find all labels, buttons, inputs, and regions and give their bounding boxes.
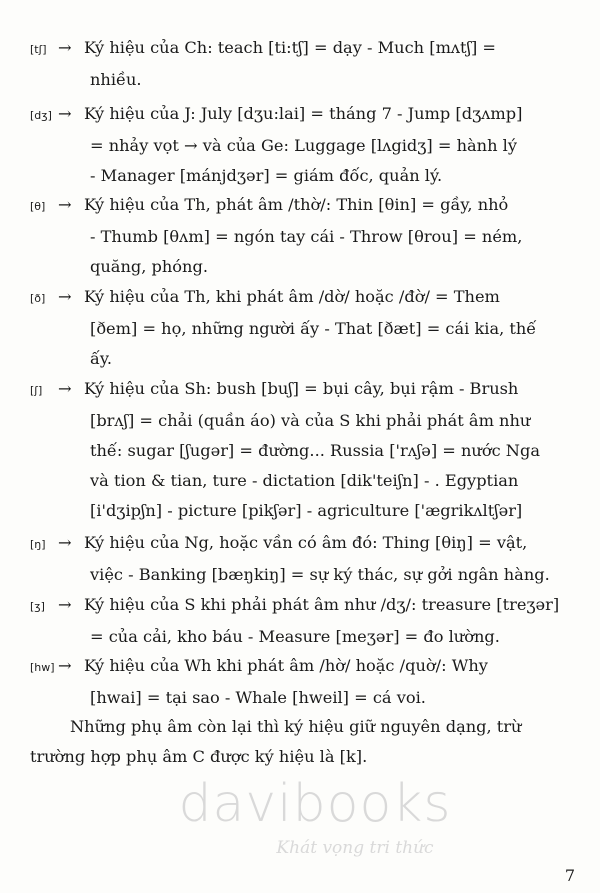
arrow-icon: → <box>58 533 72 552</box>
ipa-symbol: [ŋ] <box>30 538 46 551</box>
entry-text: Ký hiệu của Ch: teach [ti:tʃ] = dạy - Much [mʌtʃ] = <box>84 38 496 57</box>
arrow-icon: → <box>58 379 72 398</box>
arrow-icon: → <box>58 595 72 614</box>
entry-text: Ký hiệu của Wh khi phát âm /hờ/ hoặc /quờ/: Why <box>84 656 488 675</box>
entry-ezh <box>30 590 575 652</box>
closing-text: trường hợp phụ âm C được ký hiệu là [k]. <box>30 747 368 766</box>
entry-text: = nhảy vọt → và của Ge: Luggage [lʌgidʒ] = hành lý <box>90 136 517 155</box>
entry-text: việc - Banking [bæŋkiŋ] = sự ký thác, sự gởi ngân hàng. <box>90 565 550 584</box>
entry-text: - Manager [mánjdʒər] = giám đốc, quản lý. <box>90 166 443 185</box>
entry-text: Ký hiệu của S khi phải phát âm như /dʒ/: treasure [treʒər] <box>84 595 560 614</box>
arrow-icon: → <box>58 287 72 306</box>
entry-esh <box>30 374 575 526</box>
entry-hw <box>30 651 575 713</box>
ipa-symbol: [ð] <box>30 292 46 305</box>
ipa-symbol: [hw] <box>30 661 55 674</box>
arrow-icon: → <box>58 104 72 123</box>
entry-text: Ký hiệu của J: July [dʒu:lai] = tháng 7 - Jump [dʒʌmp] <box>84 104 523 123</box>
entry-text: Ký hiệu của Th, phát âm /thờ/: Thin [θin] = gầy, nhỏ <box>84 195 509 214</box>
closing-text: Những phụ âm còn lại thì ký hiệu giữ nguyên dạng, trừ <box>70 717 522 736</box>
entry-text: [i'dʒipʃn] - picture [pikʃər] - agriculture ['ægrikʌltʃər] <box>90 501 523 520</box>
entry-text: Ký hiệu của Sh: bush [buʃ] = bụi cây, bụi rậm - Brush <box>84 379 519 398</box>
arrow-icon: → <box>58 38 72 57</box>
arrow-icon: → <box>58 195 72 214</box>
entry-text: - Thumb [θʌm] = ngón tay cái - Throw [θrou] = ném, <box>90 227 523 246</box>
ipa-symbol: [dʒ] <box>30 109 52 122</box>
watermark-logo: davibooks <box>178 774 452 834</box>
entry-text: = của cải, kho báu - Measure [meʒər] = đo lường. <box>90 627 500 646</box>
entry-text: [brʌʃ] = chải (quần áo) và của S khi phải phát âm như <box>90 411 531 430</box>
entry-text: ấy. <box>90 349 113 368</box>
watermark-tagline: Khát vọng tri thức <box>276 838 434 858</box>
arrow-icon: → <box>58 656 72 675</box>
entry-tsh <box>30 33 575 95</box>
page-number: 7 <box>564 866 575 885</box>
entry-text: Ký hiệu của Ng, hoặc vần có âm đó: Thing [θiŋ] = vật, <box>84 533 528 552</box>
ipa-symbol: [θ] <box>30 200 46 213</box>
entry-text: Ký hiệu của Th, khi phát âm /dờ/ hoặc /đờ/ = Them <box>84 287 500 306</box>
entry-text: [ðem] = họ, những người ấy - That [ðæt] = cái kia, thế <box>90 319 537 338</box>
watermark <box>165 776 465 858</box>
entry-text: [hwai] = tại sao - Whale [hweil] = cá voi. <box>90 688 426 707</box>
entry-text: và tion & tian, ture - dictation [dik'teiʃn] - . Egyptian <box>90 471 519 490</box>
entry-text: quăng, phóng. <box>90 257 208 276</box>
ipa-symbol: [ʃ] <box>30 384 43 397</box>
entry-dzh <box>30 99 575 191</box>
entry-eth <box>30 282 575 374</box>
entry-text: thế: sugar [ʃugər] = đường... Russia ['rʌʃə] = nước Nga <box>90 441 540 460</box>
closing-paragraph <box>30 712 575 772</box>
ipa-symbol: [ʒ] <box>30 600 45 613</box>
entry-eng <box>30 528 575 590</box>
entry-theta <box>30 190 575 282</box>
ipa-symbol: [tʃ] <box>30 43 47 56</box>
entry-text: nhiều. <box>90 70 142 89</box>
